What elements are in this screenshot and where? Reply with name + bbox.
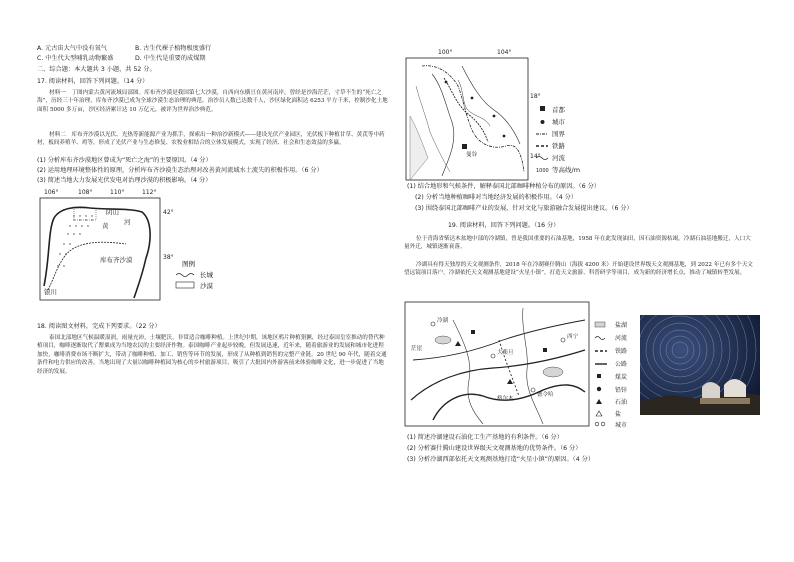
option-a: A. 元古宙大气中没有氧气 (37, 45, 107, 52)
lon-label: 112° (142, 189, 157, 196)
salt-legend-icon (596, 411, 602, 416)
question-19-title: 19. 阅读材料，回答下列问题。（16 分） (448, 222, 560, 229)
legend-item: 长城 (200, 271, 213, 279)
question-18-sub-2: (2) 分析当地种植咖啡对当地经济发展的积极作用。（4 分） (415, 194, 578, 201)
observatory-photo (640, 315, 760, 415)
place-label: 银川 (44, 288, 57, 296)
option-b: B. 古生代裸子植物极度盛行 (135, 45, 212, 52)
map-kubuqi-desert (30, 186, 220, 314)
capital-marker (462, 144, 467, 149)
question-18-sub-1: (1) 结合地形和气候条件，解释泰国北部咖啡种植分布的原因。（6 分） (407, 183, 600, 190)
lon-label: 108° (78, 189, 93, 196)
legend-item: 等高线/m (552, 166, 581, 174)
option-c: C. 中生代大型哺乳动物繁盛 (37, 55, 114, 62)
legend-item: 公路 (615, 361, 628, 368)
city-legend-icon (595, 422, 599, 426)
question-17-title: 17. 阅读材料，回答下列问题。（14 分） (37, 78, 149, 85)
question-18-material: 泰国北部地区气候温暖湿润，雨量充沛，土壤肥沃，非常适合咖啡种植。上世纪中期，该地区鸦片种植猖獗，经过泰国皇室推动的替代种植项目，咖啡逐渐取代了罂粟成为当地农民的主要经济作物。泰国咖啡产业起步较晚，但发展迅速，近年来，随着旅游业的发展和城市化进程加快，咖啡消费市场不断扩大，带动了咖啡种植、加工、销售等环节的发展，形成了从种植到销售的完整产业链。20 世纪 90 年代，随着交通条件和电力供应的改善，当地出现了大量以咖啡种植园为核心的乡村旅游项目，吸引了大批国内外游客前来体验咖啡文化，进一步促进了当地经济的发展。 (37, 335, 387, 375)
legend-title: 图例 (182, 260, 195, 268)
place-label: 库布齐沙漠 (100, 256, 133, 264)
legend-item: 河流 (552, 154, 565, 162)
salt-lake-legend-icon (595, 322, 605, 327)
legend-item: 铁路 (615, 348, 628, 355)
question-19-sub-1: (1) 简述冷湖建设石油化工生产基地的有利条件。（6 分） (407, 434, 563, 441)
question-19-material-2: 冷湖具有得天独厚的天文观测条件，2018 年在冷湖赛什腾山（海拔 4200 米）开始建设世界级天文观测基地，到 2022 年已有多个天文望远镜项目落户，冷湖依托天文观测基地建设“火星小镇”，打造天文旅游、科普研学等项目，成为新的经济增长点，推动了城镇转型发展。 (404, 262, 753, 277)
lon-label: 106° (44, 189, 59, 196)
coal-legend-icon (597, 374, 601, 378)
place-label: 河 (124, 218, 131, 226)
lon-label: 110° (110, 189, 125, 196)
place-label: 格尔木 (497, 396, 514, 402)
option-d: D. 中生代是重要的成煤期 (135, 55, 206, 62)
place-label: 德令哈 (537, 392, 554, 398)
place-label: 茫崖 (411, 346, 423, 352)
great-wall-legend-icon (176, 274, 194, 277)
legend-item: 城市 (615, 422, 628, 428)
lat-label: 14° (530, 153, 541, 160)
map-thailand (402, 46, 652, 182)
capital-legend-icon (540, 106, 545, 111)
question-17-sub-1: (1) 分析库布齐沙漠地区曾成为“死亡之海”的主要原因。（4 分） (37, 157, 212, 164)
contour-value: 1000 (536, 168, 549, 174)
legend-item: 盐 (615, 411, 622, 418)
city-legend-icon (541, 120, 545, 124)
question-18-title: 18. 阅读图文材料，完成下列要求。（22 分） (37, 323, 161, 330)
legend-item: 铅锌 (615, 387, 628, 394)
legend-item: 石油 (615, 399, 628, 406)
legend-item: 城市 (552, 118, 565, 126)
legend-item: 国界 (552, 130, 565, 138)
lead-zinc-legend-icon (597, 387, 601, 391)
lon-label: 100° (438, 49, 453, 56)
place-label: 黄 (102, 222, 109, 230)
question-17-material-1: 材料一 丁图内蒙古黄河流域局部图。库布齐沙漠是我国第七大沙漠，自西向东横亘在黄河南岸，曾经是沙海茫茫，寸草不生的“死亡之海”，历经三十年治理，库布齐沙漠已成为全球沙漠生态治理的典范。治沙员人数已达数千人，沙区绿化面积达 6253 平方千米，控制沙化土地面积 5000 多万亩，沙区经济累计达 10 万亿元，被评为世界治沙典范。 (37, 90, 388, 113)
question-19-sub-2: (2) 分析赛什腾山建设世界级天文观测基地的优势条件。（6 分） (407, 445, 582, 452)
desert-legend-icon (176, 282, 194, 288)
river-legend-icon (595, 337, 605, 340)
legend-item: 盐湖 (615, 322, 628, 329)
legend-item: 铁路 (552, 142, 565, 150)
oil-legend-icon (596, 399, 602, 404)
lat-label: 38° (163, 254, 174, 261)
legend-item: 沙漠 (200, 282, 213, 290)
question-17-material-2: 材料二 库布齐沙漠以光伏、光热等新能源产业为抓手，探索出一种治沙新模式——建设光伏产业园区，光伏板下种植甘草、黄芪等中药材，板间养殖羊、鸡等，形成了光伏产业与生态修复、农牧业相结合的立体发展模式，实现了经济、社会和生态效益的多赢。 (37, 132, 385, 147)
place-label: 西宁 (567, 334, 579, 340)
place-label: 阴山 (106, 208, 119, 216)
section-heading: 二、综合题：本大题共 3 小题，共 52 分。 (37, 66, 156, 73)
lon-label: 104° (497, 49, 512, 56)
question-18-sub-3: (3) 围绕泰国北部咖啡产业的发展，针对文化与旅游融合发展提出建议。（6 分） (415, 205, 633, 212)
question-17-sub-2: (2) 运用地理环境整体性的原理，分析库布齐沙漠生态治理对改善黄河流域水土流失的积极作用。（6 分） (37, 167, 323, 174)
legend-item: 煤炭 (615, 374, 628, 381)
question-19-sub-3: (3) 分析冷湖西部依托天文观测基地打造“火星小镇”的原因。（4 分） (407, 456, 595, 463)
question-17-sub-3: (3) 简述当地大力发展光伏发电对治理沙漠的积极影响。（4 分） (37, 177, 212, 184)
legend-item: 河流 (615, 335, 628, 342)
place-label: 大柴旦 (497, 350, 514, 356)
legend-item: 首都 (552, 106, 565, 114)
lat-label: 18° (530, 93, 541, 100)
place-label: 曼谷 (466, 152, 478, 158)
map-lenghu (403, 300, 639, 428)
place-label: 冷湖 (437, 318, 449, 324)
question-19-material-1: 位于青海省柴达木盆地中部的冷湖镇，曾是我国重要的石油基地，1958 年在此发现油田，因石油资源枯竭，冷湖石油基地搬迁，人口大量外迁，城镇逐渐衰落。 (404, 236, 751, 251)
lat-label: 42° (163, 209, 174, 216)
